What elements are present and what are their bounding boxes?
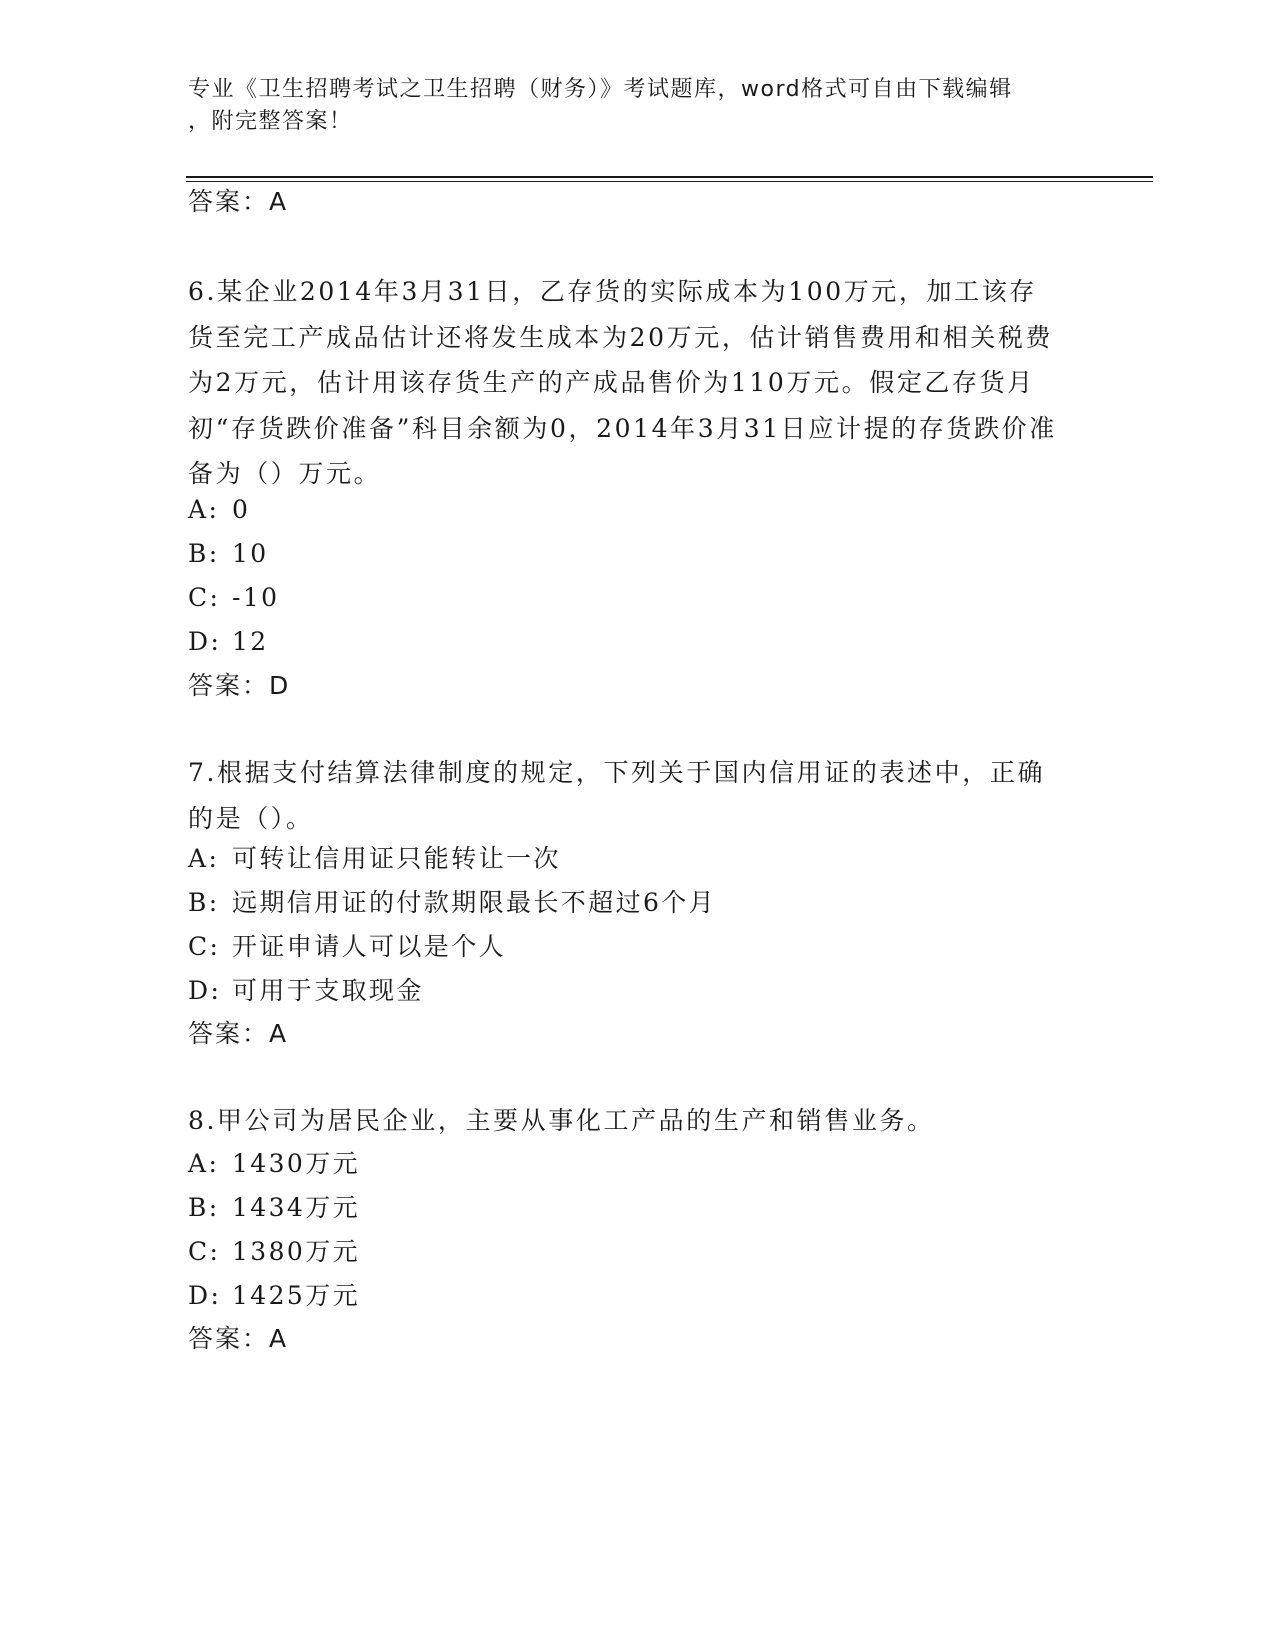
question-6-answer: 答案：D bbox=[188, 671, 291, 700]
option-key: D: bbox=[188, 1281, 222, 1310]
question-8-text: 8.甲公司为居民企业，主要从事化工产品的生产和销售业务。 bbox=[188, 1106, 935, 1135]
option-text: 1434万元 bbox=[232, 1193, 361, 1222]
question-6-option-b bbox=[188, 538, 269, 570]
question-8-option-b bbox=[188, 1192, 360, 1224]
option-key: A: bbox=[188, 844, 220, 873]
option-text: -10 bbox=[232, 583, 280, 612]
option-key: B: bbox=[188, 888, 220, 917]
option-key: C: bbox=[188, 932, 221, 961]
previous-answer: 答案：A bbox=[188, 187, 289, 216]
question-7-option-b bbox=[188, 887, 716, 919]
question-8-answer: 答案：A bbox=[188, 1324, 289, 1353]
option-text: 可转让信用证只能转让一次 bbox=[232, 844, 561, 873]
question-7-option-a bbox=[188, 843, 561, 875]
question-6-option-c bbox=[188, 582, 279, 614]
option-key: D: bbox=[188, 627, 222, 656]
header-line-2: ，附完整答案！ bbox=[188, 109, 353, 134]
option-text: 0 bbox=[232, 495, 251, 524]
option-text: 远期信用证的付款期限最长不超过6个月 bbox=[232, 888, 717, 917]
option-text: 1380万元 bbox=[232, 1237, 361, 1266]
header-divider-thick bbox=[186, 176, 1153, 178]
question-7-option-d bbox=[188, 975, 424, 1007]
question-7-answer: 答案：A bbox=[188, 1019, 289, 1048]
question-6-option-d bbox=[188, 626, 269, 658]
option-key: B: bbox=[188, 1193, 220, 1222]
option-text: 开证申请人可以是个人 bbox=[232, 932, 507, 961]
question-8-option-c bbox=[188, 1236, 360, 1268]
header-divider-thin bbox=[186, 181, 1153, 182]
question-8-option-a bbox=[188, 1148, 360, 1180]
option-text: 可用于支取现金 bbox=[232, 976, 424, 1005]
question-8-option-d bbox=[188, 1280, 360, 1312]
option-text: 1425万元 bbox=[232, 1281, 361, 1310]
option-key: C: bbox=[188, 1237, 221, 1266]
option-text: 1430万元 bbox=[232, 1149, 361, 1178]
header-line-1: 专业《卫生招聘考试之卫生招聘（财务）》考试题库，word格式可自由下载编辑 bbox=[188, 77, 1013, 102]
document-header bbox=[188, 74, 1068, 138]
option-key: A: bbox=[188, 495, 220, 524]
question-7-option-c bbox=[188, 931, 506, 963]
option-key: B: bbox=[188, 539, 220, 568]
option-text: 10 bbox=[232, 539, 269, 568]
question-6-option-a bbox=[188, 494, 250, 526]
question-6-text: 6.某企业2014年3月31日，乙存货的实际成本为100万元，加工该存货至完工产成品估计还将发生成本为20万元，估计销售费用和相关税费为2万元，估计用该存货生产的产成品售价为110万元。假定乙存货月初“存货跌价准备”科目余额为0，2014年3月31日应计提的存货跌价准备为（）万元。 bbox=[188, 277, 1057, 488]
question-7-text: 7.根据支付结算法律制度的规定，下列关于国内信用证的表述中，正确的是（）。 bbox=[188, 758, 1046, 833]
option-key: C: bbox=[188, 583, 221, 612]
option-text: 12 bbox=[232, 627, 269, 656]
option-key: A: bbox=[188, 1149, 220, 1178]
option-key: D: bbox=[188, 976, 222, 1005]
